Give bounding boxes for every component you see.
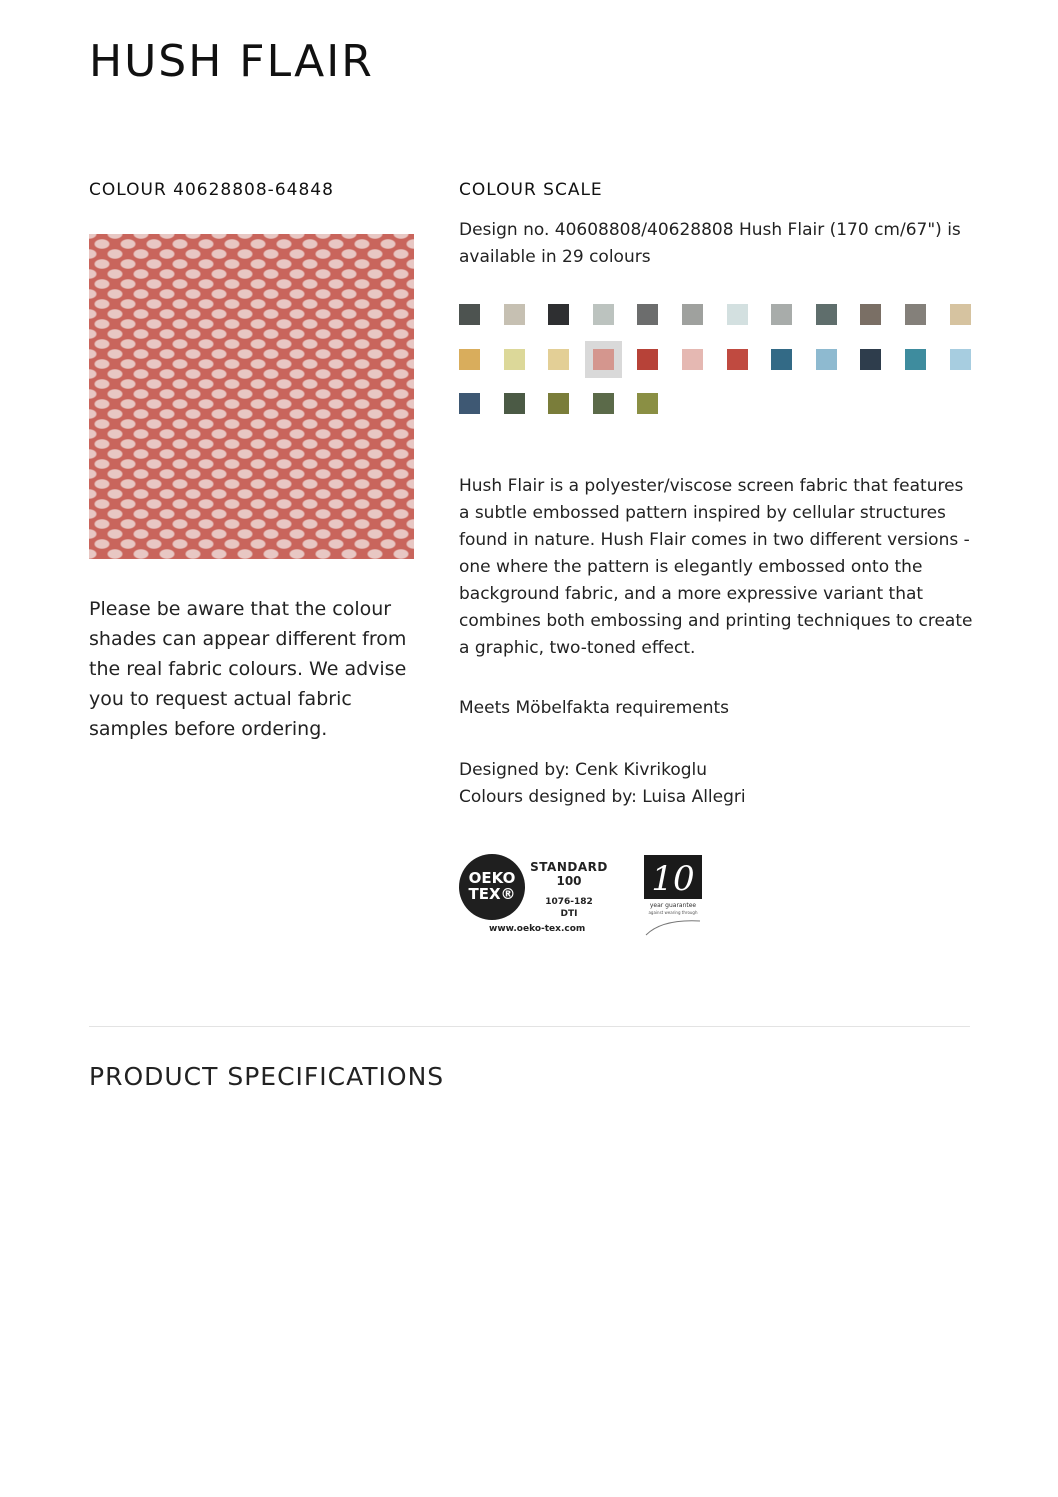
section-divider	[89, 1026, 970, 1027]
colour-heading: COLOUR 40628808-64848	[89, 180, 334, 200]
colour-swatch[interactable]	[459, 304, 480, 325]
designer-credit: Designed by: Cenk Kivrikoglu	[459, 760, 708, 780]
oeko-label: OEKO	[468, 869, 516, 887]
colour-disclaimer: Please be aware that the colour shades can appear different from the real fabric colours. We advise you to request actual fabric samples before ordering.	[89, 598, 407, 740]
colour-swatch[interactable]	[816, 304, 837, 325]
oeko-standard-block	[529, 860, 609, 920]
colour-swatch[interactable]	[593, 304, 614, 325]
colour-swatch[interactable]	[548, 393, 569, 414]
product-specifications-heading: PRODUCT SPECIFICATIONS	[89, 1062, 445, 1091]
colour-swatch[interactable]	[637, 304, 658, 325]
colour-swatch[interactable]	[860, 349, 881, 370]
colour-swatch-selected[interactable]	[593, 349, 614, 370]
colour-swatch[interactable]	[950, 349, 971, 370]
colour-swatch[interactable]	[682, 349, 703, 370]
colour-swatch-grid	[459, 304, 979, 424]
colour-swatch[interactable]	[905, 304, 926, 325]
guarantee-swoosh-icon	[644, 915, 702, 937]
colour-swatch[interactable]	[771, 349, 792, 370]
oeko-standard-number: 100	[556, 874, 582, 888]
page-title: HUSH FLAIR	[89, 36, 374, 87]
colour-swatch[interactable]	[771, 304, 792, 325]
oeko-url: www.oeko-tex.com	[489, 924, 586, 934]
colour-swatch[interactable]	[504, 349, 525, 370]
tex-label: TEX®	[468, 885, 516, 903]
colour-swatch[interactable]	[504, 393, 525, 414]
oeko-tex-badge	[459, 854, 525, 920]
colour-swatch[interactable]	[860, 304, 881, 325]
colour-swatch[interactable]	[637, 349, 658, 370]
colour-scale-heading: COLOUR SCALE	[459, 180, 603, 200]
colour-swatch[interactable]	[816, 349, 837, 370]
colour-swatch[interactable]	[950, 304, 971, 325]
oeko-tex-logo	[459, 852, 619, 942]
colour-designer-credit: Colours designed by: Luisa Allegri	[459, 787, 746, 807]
colour-swatch[interactable]	[905, 349, 926, 370]
oeko-code: 1076-182	[545, 897, 593, 907]
colour-swatch[interactable]	[504, 304, 525, 325]
ten-year-guarantee-logo	[644, 855, 702, 937]
oeko-standard-label: STANDARD	[530, 860, 608, 874]
colour-swatch[interactable]	[682, 304, 703, 325]
guarantee-sublabel: against wearing through	[648, 910, 698, 915]
fabric-description: Hush Flair is a polyester/viscose screen fabric that features a subtle embossed pattern inspired by cellular structures found in nature. Hush Flair comes in two different versions - one where the pattern is elegantly embossed onto the background fabric, and a more expressive variant that combines both embossing and printing techniques to create a graphic, two-toned effect.	[459, 476, 973, 658]
colour-swatch[interactable]	[548, 349, 569, 370]
colour-swatch[interactable]	[459, 349, 480, 370]
requirements-note: Meets Möbelfakta requirements	[459, 698, 730, 718]
fabric-swatch-image	[89, 234, 414, 559]
colour-swatch[interactable]	[727, 304, 748, 325]
oeko-institute: DTI	[560, 909, 578, 919]
colour-swatch[interactable]	[727, 349, 748, 370]
colour-swatch[interactable]	[548, 304, 569, 325]
guarantee-label: year guarantee	[649, 902, 697, 909]
colour-scale-intro: Design no. 40608808/40628808 Hush Flair (170 cm/67") is available in 29 colours	[459, 220, 961, 267]
colour-swatch[interactable]	[637, 393, 658, 414]
colour-swatch[interactable]	[593, 393, 614, 414]
ten-year-number: 10	[644, 855, 702, 899]
colour-swatch[interactable]	[459, 393, 480, 414]
